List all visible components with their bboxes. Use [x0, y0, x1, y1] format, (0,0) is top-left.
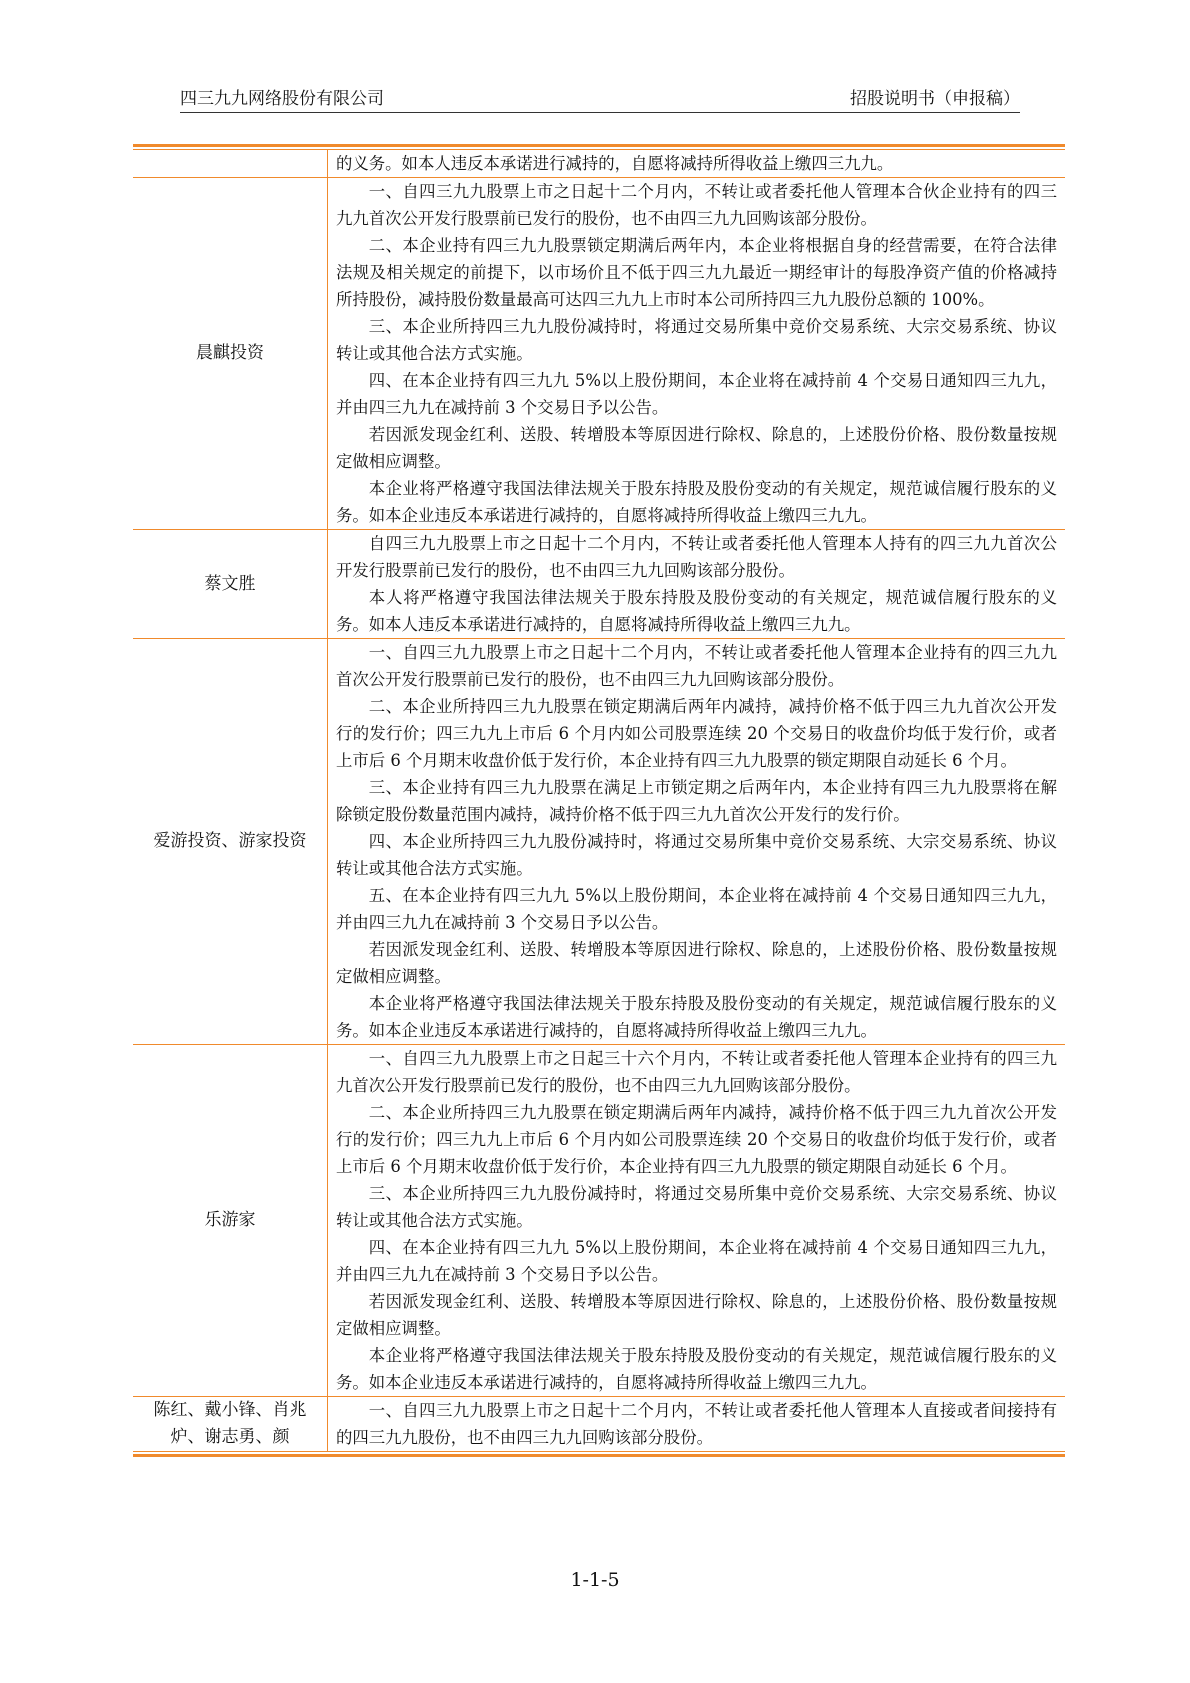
commitment-paragraph: 二、本企业所持四三九九股票在锁定期满后两年内减持，减持价格不低于四三九九首次公开发行的发行价；四三九九上市后 6 个月内如公司股票连续 20 个交易日的收盘价均低于发行价，或者上市后 6 个月期末收盘价低于发行价，本企业持有四三九九股票的锁定期限自动延长 6 个月。 — [336, 1103, 1057, 1176]
shareholder-name-cell: 爱游投资、游家投资 — [133, 639, 328, 1045]
table-row — [133, 150, 1065, 178]
shareholder-name-cell — [133, 150, 328, 178]
shareholder-name-cell: 陈红、戴小锋、肖兆炉、谢志勇、颜 — [133, 1397, 328, 1452]
commitment-paragraph: 四、本企业所持四三九九股份减持时，将通过交易所集中竞价交易系统、大宗交易系统、协议转让或其他合法方式实施。 — [336, 832, 1057, 878]
table-row — [133, 178, 1065, 530]
commitment-paragraph: 一、自四三九九股票上市之日起十二个月内，不转让或者委托他人管理本合伙企业持有的四三九九首次公开发行股票前已发行的股份，也不由四三九九回购该部分股份。 — [336, 182, 1057, 228]
shareholder-name-cell: 乐游家 — [133, 1045, 328, 1397]
page-number: 1-1-5 — [570, 1569, 620, 1591]
commitment-paragraph: 五、在本企业持有四三九九 5%以上股份期间，本企业将在减持前 4 个交易日通知四三九九，并由四三九九在减持前 3 个交易日予以公告。 — [336, 886, 1057, 932]
commitment-paragraph: 自四三九九股票上市之日起十二个月内，不转让或者委托他人管理本人持有的四三九九首次公开发行股票前已发行的股份，也不由四三九九回购该部分股份。 — [336, 534, 1057, 580]
commitment-paragraph: 的义务。如本人违反本承诺进行减持的，自愿将减持所得收益上缴四三九九。 — [336, 154, 894, 173]
table-row — [133, 1397, 1065, 1452]
commitment-paragraph: 四、在本企业持有四三九九 5%以上股份期间，本企业将在减持前 4 个交易日通知四三九九，并由四三九九在减持前 3 个交易日予以公告。 — [336, 371, 1057, 417]
commitment-paragraph: 一、自四三九九股票上市之日起十二个月内，不转让或者委托他人管理本企业持有的四三九九首次公开发行股票前已发行的股份，也不由四三九九回购该部分股份。 — [336, 643, 1057, 689]
commitment-paragraph: 若因派发现金红利、送股、转增股本等原因进行除权、除息的，上述股份价格、股份数量按规定做相应调整。 — [336, 940, 1057, 986]
commitment-paragraph: 四、在本企业持有四三九九 5%以上股份期间，本企业将在减持前 4 个交易日通知四三九九，并由四三九九在减持前 3 个交易日予以公告。 — [336, 1238, 1057, 1284]
commitment-paragraph: 若因派发现金红利、送股、转增股本等原因进行除权、除息的，上述股份价格、股份数量按规定做相应调整。 — [336, 1292, 1057, 1338]
commitment-paragraph: 本企业将严格遵守我国法律法规关于股东持股及股份变动的有关规定，规范诚信履行股东的义务。如本企业违反本承诺进行减持的，自愿将减持所得收益上缴四三九九。 — [336, 1346, 1057, 1392]
commitment-paragraph: 三、本企业持有四三九九股票在满足上市锁定期之后两年内，本企业持有四三九九股票将在解除锁定股份数量范围内减持，减持价格不低于四三九九首次公开发行的发行价。 — [336, 778, 1057, 824]
commitment-text-cell — [328, 150, 1066, 178]
header-document-title: 招股说明书（申报稿） — [850, 89, 1020, 109]
commitment-paragraph: 一、自四三九九股票上市之日起十二个月内，不转让或者委托他人管理本人直接或者间接持有的四三九九股份，也不由四三九九回购该部分股份。 — [336, 1401, 1057, 1447]
table-row — [133, 639, 1065, 1045]
commitment-paragraph: 一、自四三九九股票上市之日起三十六个月内，不转让或者委托他人管理本企业持有的四三九九首次公开发行股票前已发行的股份，也不由四三九九回购该部分股份。 — [336, 1049, 1057, 1095]
commitment-paragraph: 本企业将严格遵守我国法律法规关于股东持股及股份变动的有关规定，规范诚信履行股东的义务。如本企业违反本承诺进行减持的，自愿将减持所得收益上缴四三九九。 — [336, 479, 1057, 525]
commitment-paragraph: 本企业将严格遵守我国法律法规关于股东持股及股份变动的有关规定，规范诚信履行股东的义务。如本企业违反本承诺进行减持的，自愿将减持所得收益上缴四三九九。 — [336, 994, 1057, 1040]
table-bottom-inner-rule — [133, 1451, 1065, 1452]
commitment-paragraph: 三、本企业所持四三九九股份减持时，将通过交易所集中竞价交易系统、大宗交易系统、协议转让或其他合法方式实施。 — [336, 317, 1057, 363]
header-company-name: 四三九九网络股份有限公司 — [180, 89, 384, 109]
shareholder-name-cell: 蔡文胜 — [133, 530, 328, 639]
commitment-text-cell — [328, 178, 1066, 530]
commitment-text-cell — [328, 530, 1066, 639]
table-row — [133, 1045, 1065, 1397]
commitment-paragraph: 二、本企业所持四三九九股票在锁定期满后两年内减持，减持价格不低于四三九九首次公开发行的发行价；四三九九上市后 6 个月内如公司股票连续 20 个交易日的收盘价均低于发行价，或者上市后 6 个月期末收盘价低于发行价，本企业持有四三九九股票的锁定期限自动延长 6 个月。 — [336, 697, 1057, 770]
page-header — [180, 84, 1020, 112]
commitment-text-cell — [328, 639, 1066, 1045]
commitment-paragraph: 三、本企业所持四三九九股份减持时，将通过交易所集中竞价交易系统、大宗交易系统、协议转让或其他合法方式实施。 — [336, 1184, 1057, 1230]
table-row — [133, 530, 1065, 639]
commitment-paragraph: 本人将严格遵守我国法律法规关于股东持股及股份变动的有关规定，规范诚信履行股东的义务。如本人违反本承诺进行减持的，自愿将减持所得收益上缴四三九九。 — [336, 588, 1057, 634]
commitment-paragraph: 二、本企业持有四三九九股票锁定期满后两年内，本企业将根据自身的经营需要，在符合法律法规及相关规定的前提下，以市场价且不低于四三九九最近一期经审计的每股净资产值的价格减持所持股份，减持股份数量最高可达四三九九上市时本公司所持四三九九股份总额的 100%。 — [336, 236, 1057, 309]
commitment-table-body — [133, 150, 1065, 1451]
table-bottom-rule — [133, 1454, 1065, 1457]
header-rule — [180, 112, 1020, 113]
commitment-table-wrap — [133, 144, 1065, 1457]
commitment-paragraph: 若因派发现金红利、送股、转增股本等原因进行除权、除息的，上述股份价格、股份数量按规定做相应调整。 — [336, 425, 1057, 471]
commitment-text-cell — [328, 1397, 1066, 1452]
commitment-text-cell — [328, 1045, 1066, 1397]
shareholder-name-cell: 晨麒投资 — [133, 178, 328, 530]
commitment-table — [133, 150, 1065, 1451]
